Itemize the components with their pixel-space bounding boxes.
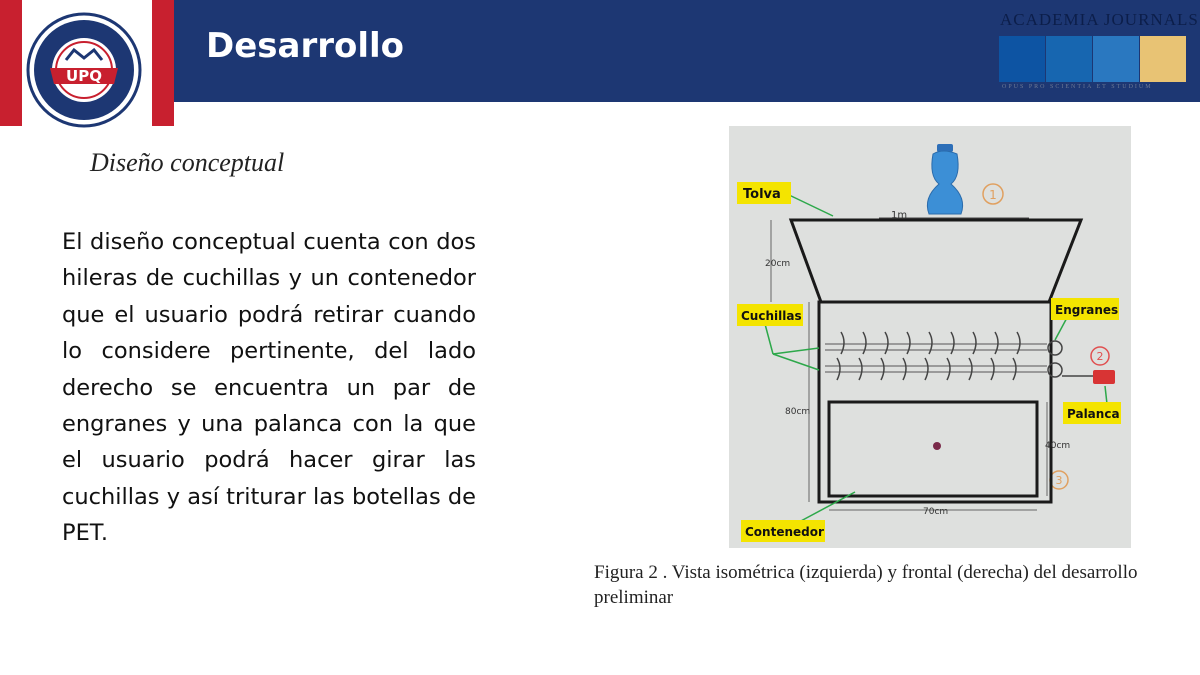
svg-text:Tolva: Tolva: [743, 187, 781, 202]
lever-handle: [1093, 370, 1115, 384]
university-logo: [24, 10, 144, 130]
hopper-outline: [791, 220, 1081, 302]
blade-row-bottom: [837, 358, 1016, 380]
svg-text:Palanca: Palanca: [1067, 407, 1120, 421]
label-cuchillas: [737, 304, 803, 326]
label-palanca: [1063, 402, 1121, 424]
svg-text:3: 3: [1055, 474, 1063, 487]
body-paragraph: El diseño conceptual cuenta con dos hileras de cuchillas y un contenedor que el usuario podrá retirar cuando lo considere pertinente, del lado derecho se encuentra un par de engranes y una palanca con la que el usuario podrá hacer girar las cuchillas y así triturar las botellas de PET.: [62, 229, 476, 547]
journal-name: ACADEMIA JOURNALS: [1000, 10, 1199, 29]
dim-container-height: 40cm: [1045, 441, 1071, 451]
university-logo-text: UPQ: [66, 67, 102, 85]
svg-text:Contenedor: Contenedor: [745, 525, 824, 539]
blade-row-top: [841, 332, 1020, 354]
dim-hopper-height: 20cm: [765, 259, 791, 269]
svg-text:1: 1: [989, 188, 997, 202]
svg-text:Engranes: Engranes: [1055, 303, 1119, 317]
journal-color-blocks: [999, 36, 1187, 82]
bottle-icon: [927, 144, 962, 214]
header-red-stripe-right: [152, 0, 174, 126]
figure-sketch: [729, 126, 1131, 548]
callout-2: [1091, 347, 1109, 365]
svg-text:Cuchillas: Cuchillas: [741, 309, 802, 323]
header-red-stripe-left: [0, 0, 22, 126]
dim-body-height: 80cm: [785, 407, 811, 417]
section-subtitle: Diseño conceptual: [90, 148, 285, 177]
callout-3: [1050, 471, 1068, 489]
label-contenedor: [741, 520, 825, 542]
svg-text:2: 2: [1096, 350, 1104, 363]
callout-1: [983, 184, 1003, 204]
label-engranes: [1051, 298, 1119, 320]
journal-motto: OPUS PRO SCIENTIA ET STUDIUM: [1002, 84, 1153, 90]
label-tolva: [737, 182, 791, 204]
journal-logo: [994, 8, 1199, 92]
container-box: [829, 402, 1037, 496]
dim-top: 1m: [891, 210, 908, 221]
page-title: Desarrollo: [206, 26, 405, 66]
dim-container-width: 70cm: [923, 507, 949, 517]
figure-caption: Figura 2 . Vista isométrica (izquierda) y frontal (derecha) del desarrollo preliminar: [594, 562, 1138, 608]
